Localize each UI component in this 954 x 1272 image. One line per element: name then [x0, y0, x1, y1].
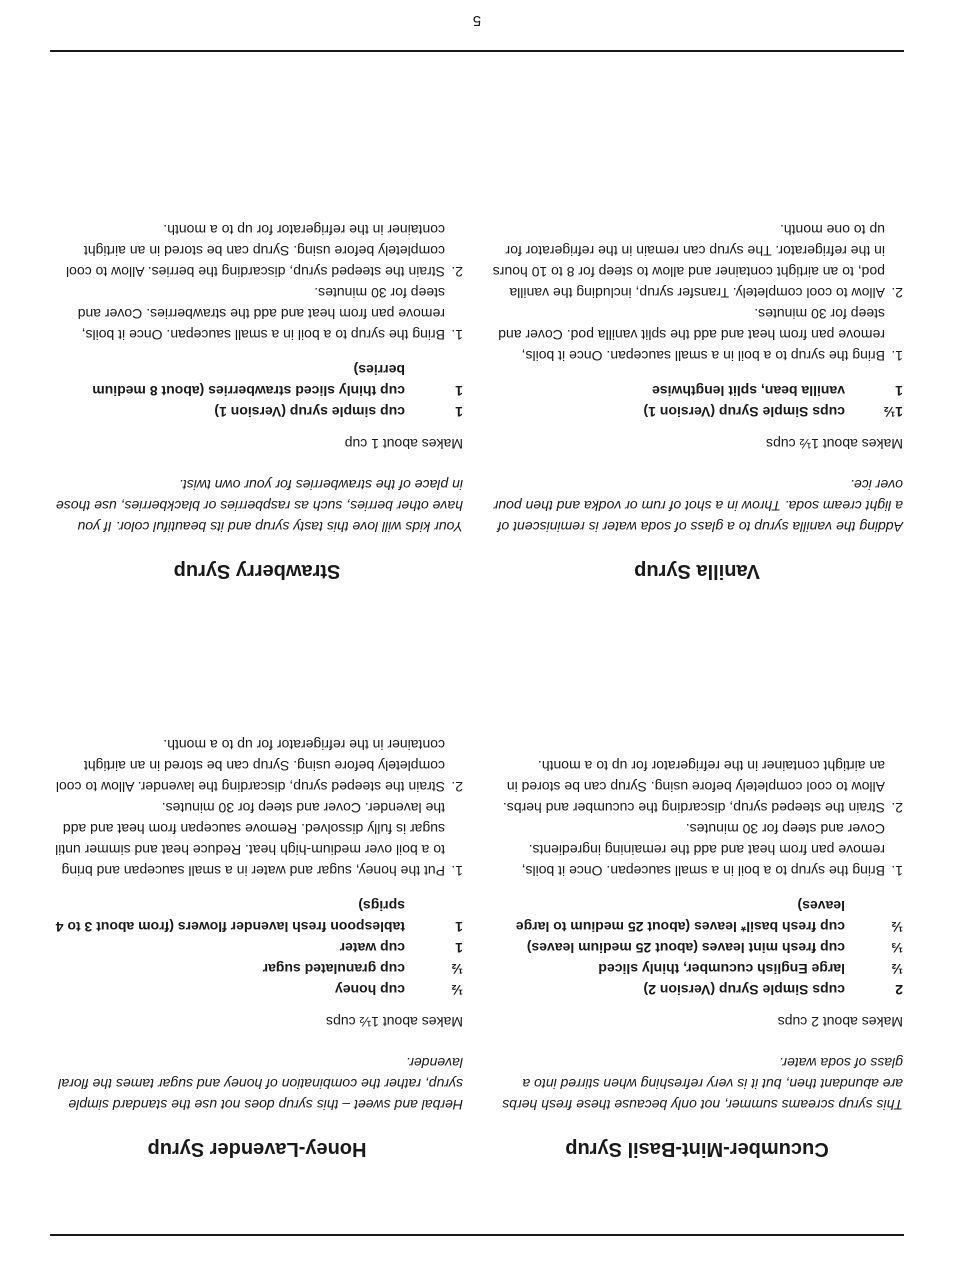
ingredient-list — [491, 895, 903, 1000]
ingredient-name: cups Simple Syrup (Version 1) — [643, 404, 845, 420]
step-text: Bring the syrup to a boil in a small saucepan. Once it boils, remove pan from heat and add the remaining ingredients. Cover and steep for 30 minutes. — [521, 821, 885, 879]
ingredient-name: cup water — [339, 940, 405, 956]
step-text: Bring the syrup to a boil in a small saucepan. Once it boils, remove pan from heat and add the split vanilla pod. Cover and steep for 30 minutes. — [498, 306, 885, 364]
recipe-honey-lavender — [51, 734, 463, 1160]
ingredient-item — [51, 401, 463, 422]
step-text: Strain the steeped syrup, discarding the cucumber and herbs. Allow to cool completely before using. Syrup can be stored in an airtight container in the refrigerator for up to a month. — [502, 758, 885, 816]
ingredient-item — [491, 958, 903, 979]
ingredient-quantity: ½ — [451, 982, 463, 998]
step-text: Put the honey, sugar and water in a small saucepan and bring to a boil over medium-high heat. Reduce heat and simmer until sugar is fully dissolved. Remove saucepan from heat and add the lavender. Cover and steep for 30 minutes. — [55, 800, 445, 879]
recipe-title: Honey-Lavender Syrup — [147, 1138, 367, 1160]
ingredient-quantity: ½ — [451, 961, 463, 977]
ingredient-item — [491, 979, 903, 1000]
step-number: 1. — [451, 327, 463, 343]
ingredient-item — [491, 380, 903, 401]
step-list — [51, 734, 463, 881]
step-number: 1. — [891, 863, 903, 879]
step-number: 2. — [891, 285, 903, 301]
ingredient-name: tablespoon fresh lavender flowers (from about 3 to 4 sprigs) — [55, 898, 405, 935]
step-text: Strain the steeped syrup, discarding the berries. Allow to cool completely before using. Syrup can be stored in an airtight container in the refrigerator for up to a month. — [66, 222, 445, 280]
step-list — [491, 219, 903, 366]
ingredient-quantity: 1 — [895, 383, 903, 399]
recipe-intro: Your kids will love this tasty syrup and its beautiful color. If you have other berries, such as raspberries or blackberries, use those in place of the strawberries for your own twist. — [56, 477, 463, 535]
ingredient-list — [51, 359, 463, 422]
ingredient-quantity: 1½ — [883, 404, 903, 420]
ingredient-name: cup fresh basil* leaves (about 25 medium to large leaves) — [515, 898, 845, 935]
ingredient-item — [51, 359, 463, 401]
recipe-title: Cucumber-Mint-Basil Syrup — [565, 1138, 829, 1160]
step-list — [491, 755, 903, 881]
step-item — [51, 219, 463, 282]
step-number: 1. — [451, 863, 463, 879]
ingredient-item — [491, 895, 903, 937]
step-number: 1. — [891, 348, 903, 364]
recipe-vanilla — [491, 219, 903, 582]
step-item — [491, 755, 903, 818]
ingredient-quantity: ½ — [891, 919, 903, 935]
ingredient-item — [51, 895, 463, 937]
step-number: 2. — [451, 779, 463, 795]
step-text: Strain the steeped syrup, discarding the lavender. Allow to cool completely before using. Syrup can be stored in an airtight container in the refrigerator for up to a month. — [55, 737, 445, 795]
ingredient-quantity: ⅓ — [891, 940, 903, 956]
ingredient-name: cups Simple Syrup (Version 2) — [643, 982, 845, 998]
step-number: 2. — [451, 264, 463, 280]
recipe-yield: Makes about 1½ cups — [326, 1014, 463, 1030]
step-text: Allow to cool completely. Transfer syrup, including the vanilla pod, to an airtight container and allow to steep for 8 to 10 hours in the refrigerator. The syrup can remain in the refrigerator for up to one month. — [492, 222, 885, 301]
ingredient-name: cup honey — [334, 982, 405, 998]
ingredient-quantity: 2 — [895, 982, 903, 998]
step-list — [51, 219, 463, 345]
step-item — [491, 818, 903, 881]
recipe-yield: Makes about 1½ cups — [766, 436, 903, 452]
ingredient-name: vanilla bean, split lengthwise — [652, 383, 845, 399]
recipe-intro: Herbal and sweet – this syrup does not use the standard simple syrup, rather the combination of honey and sugar tames the floral lavender. — [58, 1055, 463, 1113]
ingredient-list — [51, 895, 463, 1000]
recipe-intro: Adding the vanilla syrup to a glass of soda water is reminiscent of a light cream soda. Throw in a shot of rum or vodka and then pour over ice. — [493, 477, 903, 535]
ingredient-item — [491, 937, 903, 958]
step-item — [51, 734, 463, 797]
bottom-rule — [50, 50, 904, 52]
ingredient-name: cup thinly sliced strawberries (about 8 medium berries) — [92, 362, 405, 399]
recipe-intro: This syrup screams summer, not only because these fresh herbs are abundant then, but it is very refreshing when stirred into a glass of soda water. — [502, 1055, 903, 1113]
ingredient-quantity: 1 — [455, 940, 463, 956]
ingredient-name: cup simple syrup (Version 1) — [214, 404, 405, 420]
ingredient-name: cup granulated sugar — [262, 961, 405, 977]
recipe-strawberry — [51, 219, 463, 582]
step-text: Bring the syrup to a boil in a small saucepan. Once it boils, remove pan from heat and add the strawberries. Cover and steep for 30 minutes. — [77, 285, 445, 343]
step-number: 2. — [891, 800, 903, 816]
ingredient-name: cup fresh mint leaves (about 25 medium leaves) — [526, 940, 845, 956]
ingredient-quantity: 1 — [455, 383, 463, 399]
recipe-yield: Makes about 1 cup — [344, 436, 463, 452]
top-rule — [50, 1234, 904, 1236]
ingredient-quantity: ½ — [891, 961, 903, 977]
step-item — [51, 282, 463, 345]
recipe-cucumber-mint-basil — [491, 755, 903, 1160]
ingredient-item — [51, 958, 463, 979]
ingredient-item — [51, 979, 463, 1000]
step-item — [51, 797, 463, 881]
recipe-title: Strawberry Syrup — [173, 560, 341, 582]
recipe-yield: Makes about 2 cups — [777, 1014, 903, 1030]
page-number: 5 — [472, 12, 482, 29]
recipe-title: Vanilla Syrup — [634, 560, 760, 582]
ingredient-item — [491, 401, 903, 422]
ingredient-item — [51, 937, 463, 958]
ingredient-list — [491, 380, 903, 422]
ingredient-name: large English cucumber, thinly sliced — [598, 961, 845, 977]
ingredient-quantity: 1 — [455, 919, 463, 935]
step-item — [491, 303, 903, 366]
ingredient-quantity: 1 — [455, 404, 463, 420]
step-item — [491, 219, 903, 303]
